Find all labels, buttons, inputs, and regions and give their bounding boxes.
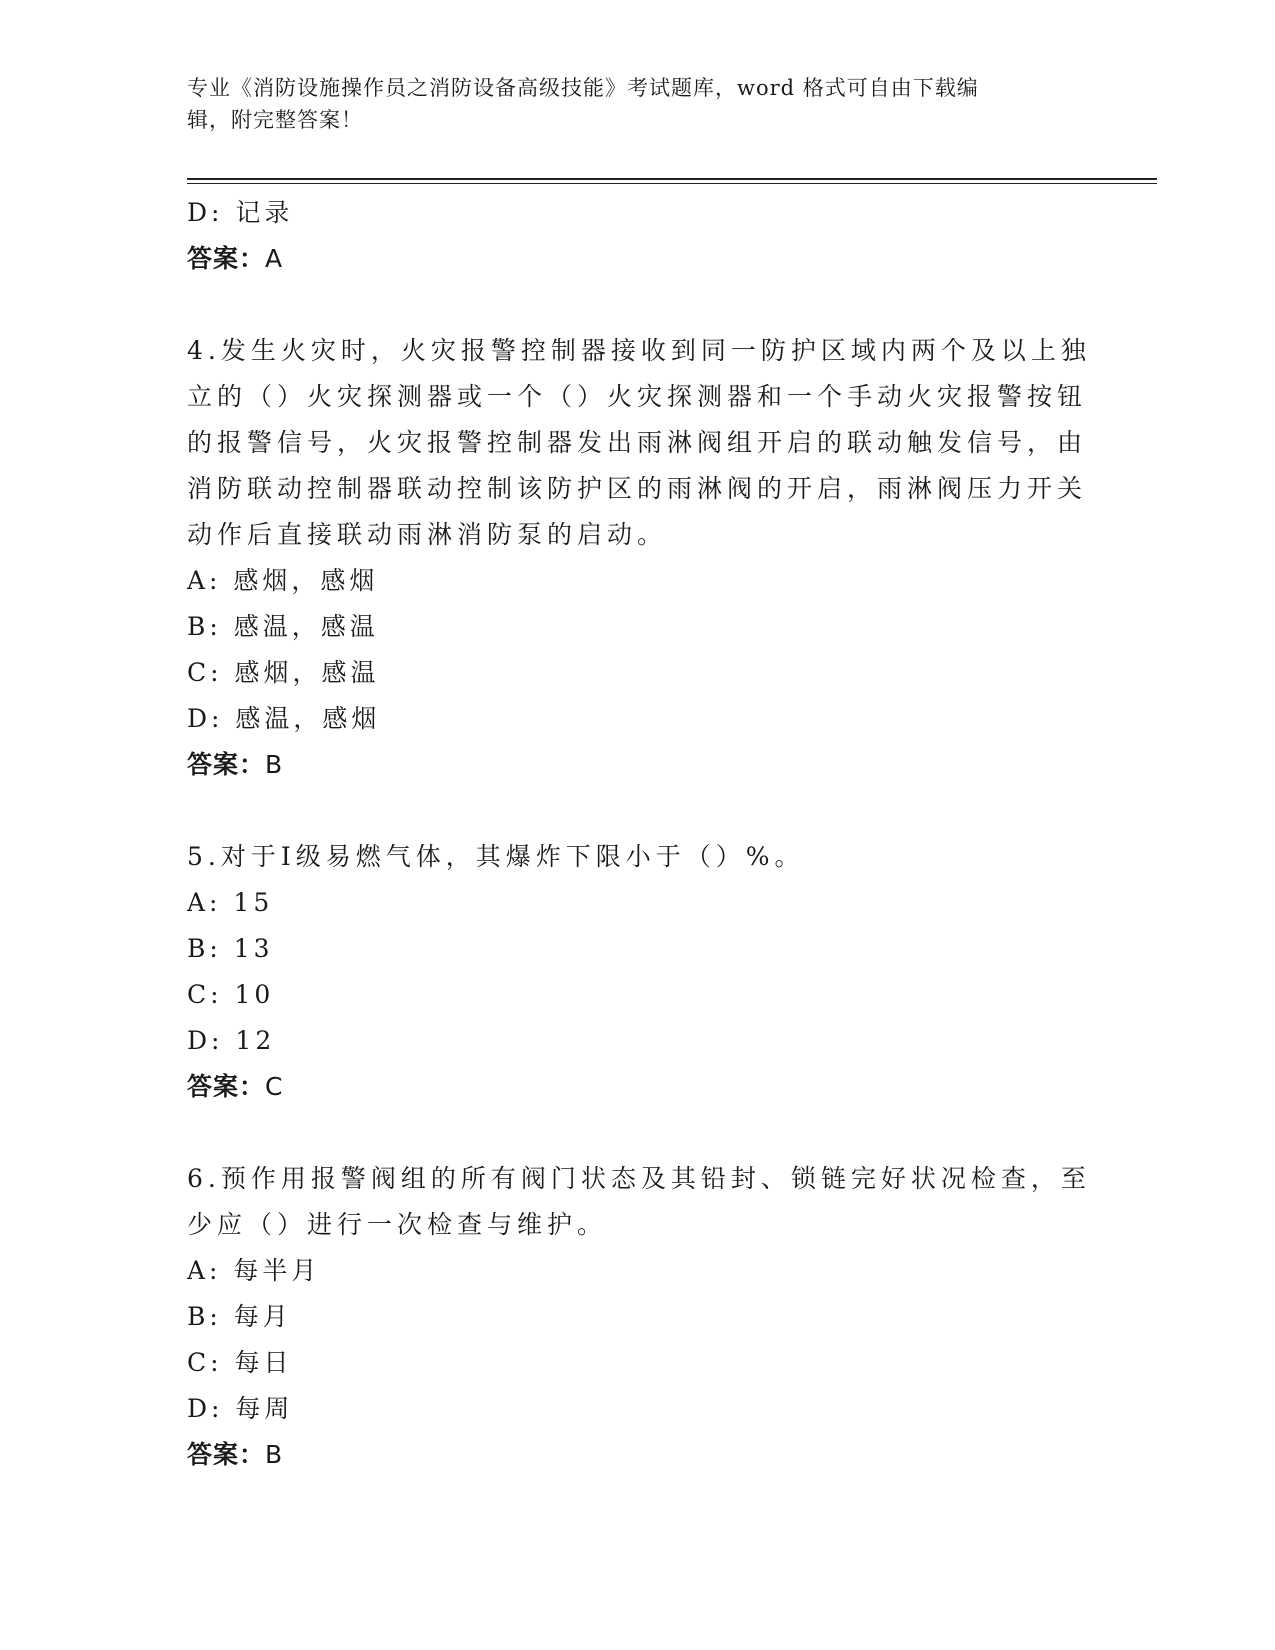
option-d: D: 记录 <box>187 198 294 227</box>
question-line: 少应（）进行一次检查与维护。 <box>187 1210 608 1239</box>
answer-value: B <box>265 1440 284 1469</box>
option-d: D: 感温，感烟 <box>187 704 381 733</box>
question-line: 4.发生火灾时，火灾报警控制器接收到同一防护区域内两个及以上独 <box>187 336 1091 365</box>
header-rule-thick <box>187 178 1157 180</box>
answer-line <box>187 1064 1067 1110</box>
question-text <box>187 834 1067 880</box>
question-line: 6.预作用报警阀组的所有阀门状态及其铅封、锁链完好状况检查，至 <box>187 1164 1091 1193</box>
question-line: 5.对于Ⅰ级易燃气体，其爆炸下限小于（）%。 <box>187 842 805 871</box>
header-line-2: 辑，附完整答案！ <box>187 108 363 132</box>
option-a: A: 15 <box>187 888 274 917</box>
document-body <box>187 190 1091 1478</box>
question-6 <box>187 1156 1091 1478</box>
answer-line <box>187 1432 1067 1478</box>
option-b: B: 13 <box>187 934 274 963</box>
option-d: D: 12 <box>187 1026 276 1055</box>
question-text <box>187 328 1091 558</box>
question-4 <box>187 328 1091 788</box>
option-a: A: 感烟，感烟 <box>187 566 379 595</box>
question-line: 的报警信号，火灾报警控制器发出雨淋阀组开启的联动触发信号，由 <box>187 428 1088 457</box>
answer-line <box>187 236 1067 282</box>
answer-value: A <box>265 244 284 273</box>
option-c: C: 每日 <box>187 1348 293 1377</box>
option-b: B: 感温，感温 <box>187 612 379 641</box>
option-d: D: 每周 <box>187 1394 294 1423</box>
option-c: C: 感烟，感温 <box>187 658 380 687</box>
answer-label: 答案： <box>187 1440 266 1469</box>
answer-value: C <box>265 1072 284 1101</box>
header-line-1: 专业《消防设施操作员之消防设备高级技能》考试题库，word 格式可自由下载编 <box>187 76 979 100</box>
answer-value: B <box>265 750 284 779</box>
question-line: 动作后直接联动雨淋消防泵的启动。 <box>187 520 668 549</box>
page-header <box>187 72 1087 136</box>
question-text <box>187 1156 1091 1248</box>
option-b: B: 每月 <box>187 1302 292 1331</box>
option-c: C: 10 <box>187 980 275 1009</box>
question-5 <box>187 834 1067 1110</box>
prev-question-tail <box>187 190 1067 282</box>
answer-line <box>187 742 1067 788</box>
answer-label: 答案： <box>187 1072 266 1101</box>
question-line: 消防联动控制器联动控制该防护区的雨淋阀的开启，雨淋阀压力开关 <box>187 474 1088 503</box>
answer-label: 答案： <box>187 750 266 779</box>
answer-label: 答案： <box>187 244 266 273</box>
header-rule-thin <box>187 183 1157 184</box>
question-line: 立的（）火灾探测器或一个（）火灾探测器和一个手动火灾报警按钮 <box>187 382 1088 411</box>
option-a: A: 每半月 <box>187 1256 321 1285</box>
